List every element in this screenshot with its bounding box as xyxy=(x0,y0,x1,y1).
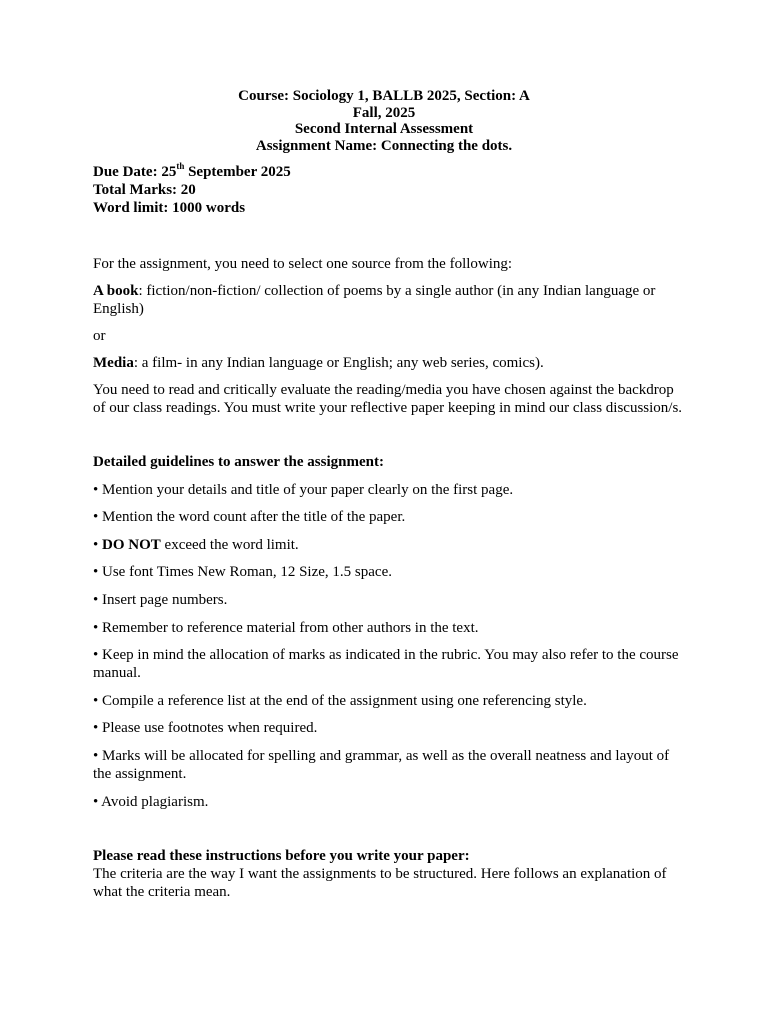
media-option xyxy=(93,354,683,372)
due-date-prefix: Due Date: 25 xyxy=(93,164,177,180)
do-not-text: exceed the word limit. xyxy=(164,536,299,553)
document-body xyxy=(93,163,683,901)
bullet-prefix: • xyxy=(93,536,103,553)
assessment-line: Second Internal Assessment xyxy=(294,121,474,137)
guideline-item: • Keep in mind the allocation of marks as indicated in the rubric. You may also refer to the course manual. xyxy=(93,647,679,682)
guideline-item: • Insert page numbers. xyxy=(93,591,228,608)
guideline-item-do-not xyxy=(93,536,683,554)
book-option xyxy=(93,282,683,318)
book-label: A book xyxy=(93,283,139,299)
guideline-item: • Use font Times New Roman, 12 Size, 1.5 space. xyxy=(93,564,392,581)
evaluate-paragraph: You need to read and critically evaluate the reading/media you have chosen against the backdrop of our class readings. You must write your reflective paper keeping in mind our class discussion/s. xyxy=(93,382,683,416)
guideline-item: • Mention the word count after the title of the paper. xyxy=(93,509,406,526)
book-text: : fiction/non-fiction/ collection of poems by a single author (in any Indian language or English) xyxy=(93,283,656,317)
assignment-meta xyxy=(93,163,683,217)
guideline-item: • Marks will be allocated for spelling and grammar, as well as the overall neatness and layout of the assignment. xyxy=(93,747,670,782)
due-date xyxy=(93,163,683,181)
word-limit: Word limit: 1000 words xyxy=(93,200,246,216)
due-date-month: September 2025 xyxy=(184,164,291,180)
or-separator: or xyxy=(93,328,106,344)
total-marks: Total Marks: 20 xyxy=(93,182,196,198)
guideline-item: • Please use footnotes when required. xyxy=(93,720,318,737)
media-text: : a film- in any Indian language or English; any web series, comics). xyxy=(133,355,544,371)
guideline-item: • Mention your details and title of your paper clearly on the first page. xyxy=(93,481,514,498)
guideline-item: • Avoid plagiarism. xyxy=(93,793,209,810)
due-date-suffix-ordinal: th xyxy=(176,161,185,171)
assignment-name-line: Assignment Name: Connecting the dots. xyxy=(255,137,513,154)
media-label: Media xyxy=(93,355,134,371)
guidelines-heading: Detailed guidelines to answer the assignment: xyxy=(93,454,384,470)
closing-heading: Please read these instructions before you write your paper: xyxy=(93,847,470,864)
term-line: Fall, 2025 xyxy=(352,104,416,121)
select-source-paragraph: For the assignment, you need to select one source from the following: xyxy=(93,256,513,272)
guideline-item: • Compile a reference list at the end of the assignment using one referencing style. xyxy=(93,692,587,709)
do-not-emphasis: DO NOT xyxy=(102,536,161,553)
course-line: Course: Sociology 1, BALLB 2025, Section: A xyxy=(238,88,530,104)
document-header xyxy=(0,88,768,154)
guideline-item: • Remember to reference material from other authors in the text. xyxy=(93,619,479,636)
closing-text: The criteria are the way I want the assignments to be structured. Here follows an explanation of what the criteria mean. xyxy=(93,865,667,900)
